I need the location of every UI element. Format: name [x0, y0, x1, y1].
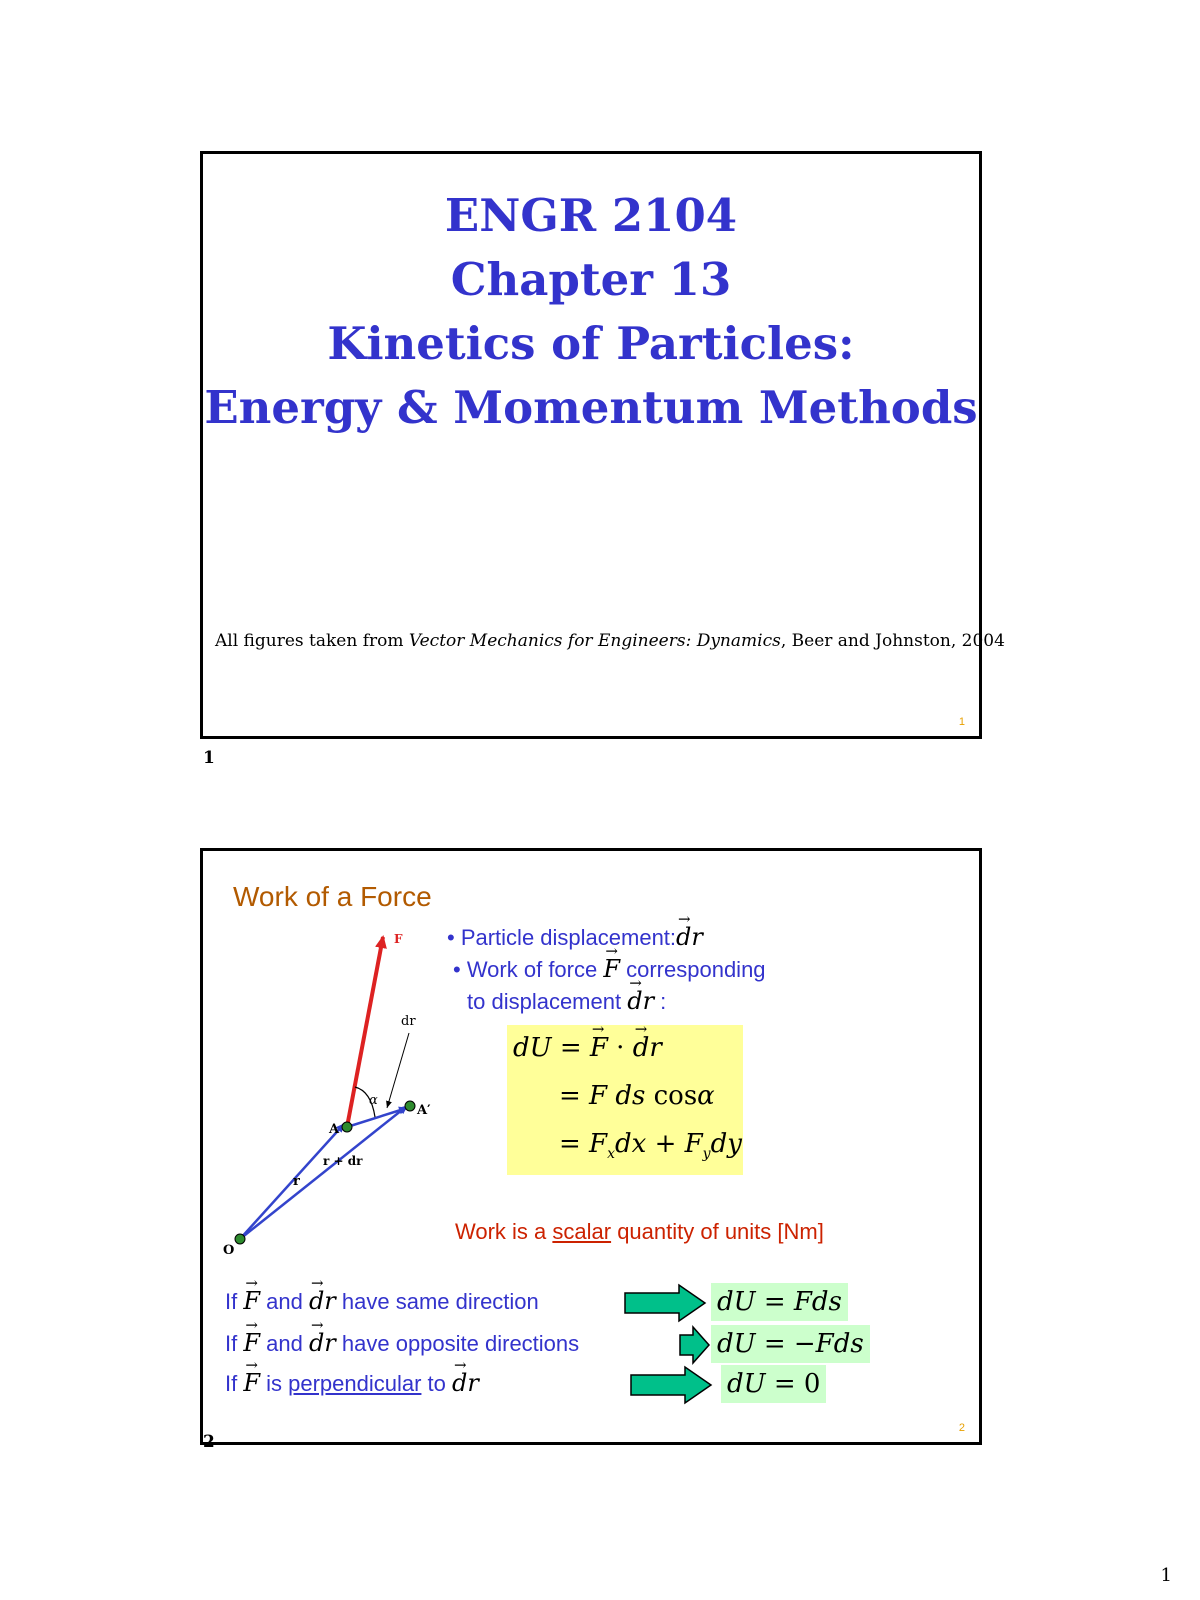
- point-A: [342, 1122, 352, 1132]
- work-equation-box: [507, 1025, 743, 1175]
- slide-1-number: 1: [958, 716, 965, 728]
- page-label-1: 1: [203, 748, 215, 768]
- bullet-work-of-force: [453, 955, 766, 983]
- cond2-F-vector: → F: [243, 1329, 260, 1357]
- eq3-b: dx + F: [615, 1129, 703, 1159]
- label-dr: dr: [401, 1014, 416, 1029]
- label-alpha: α: [369, 1093, 378, 1108]
- page-corner-number: 1: [1160, 1565, 1172, 1586]
- symbol-dr-vector: → dr: [627, 987, 654, 1015]
- label-r-plus-dr: r + dr: [323, 1154, 363, 1168]
- point-O: [235, 1234, 245, 1244]
- cond2-tail: have opposite directions: [335, 1331, 580, 1356]
- arrow-right-icon: [629, 1365, 713, 1405]
- bullet-to-displacement: [467, 987, 666, 1015]
- work-vector-diagram: [223, 921, 453, 1261]
- vector-r-plus-dr: [240, 1106, 407, 1239]
- cond1-if: If: [225, 1289, 244, 1314]
- vector-dr: [347, 1108, 407, 1127]
- figure-credit: [215, 631, 1005, 651]
- equation-line-1: [513, 1033, 662, 1063]
- condition-perpendicular: [225, 1369, 479, 1397]
- symbol-dr-vector: → dr: [676, 923, 703, 951]
- credit-prefix: All figures taken from: [215, 631, 409, 651]
- eq3-a: = F: [559, 1129, 608, 1159]
- cond3-perpendicular: perpendicular: [288, 1371, 422, 1396]
- bullet-particle-displacement: [447, 923, 703, 951]
- scalar-note: [455, 1219, 824, 1245]
- dr-leader-line: [387, 1033, 409, 1108]
- result3-b: 0: [803, 1369, 821, 1399]
- bullet-1-text: • Particle displacement:: [447, 925, 677, 950]
- eq3-sub-y: y: [702, 1146, 711, 1163]
- credit-book-title: Vector Mechanics for Engineers: Dynamics: [408, 631, 781, 651]
- eq2-main: = F ds: [559, 1081, 654, 1111]
- note-text-b: quantity of units [Nm]: [611, 1219, 824, 1244]
- eq2-cos: cos: [653, 1081, 698, 1111]
- equation-line-2: [559, 1081, 715, 1111]
- cond1-and: and: [260, 1289, 309, 1314]
- equation-line-3: [559, 1129, 742, 1162]
- vector-r: [240, 1124, 344, 1239]
- eq1-F-vector: → F: [590, 1033, 608, 1063]
- bullet-2-text-b: corresponding: [620, 957, 766, 982]
- cond2-dr-vector: → dr: [309, 1329, 336, 1357]
- cond3-to: to: [421, 1371, 453, 1396]
- arrow-right-icon: [623, 1283, 707, 1323]
- result-opposite-directions: dU = −Fds: [711, 1325, 870, 1363]
- slide-1: [200, 151, 1005, 739]
- bullet-3-text-b: :: [654, 989, 667, 1014]
- cond1-F-vector: → F: [243, 1287, 260, 1315]
- symbol-F-vector: → F: [603, 955, 620, 983]
- slide-2: [200, 848, 982, 1445]
- result-perpendicular: [721, 1365, 826, 1403]
- cond1-dr-vector: → dr: [309, 1287, 336, 1315]
- cond3-if: If: [225, 1371, 244, 1396]
- note-text-a: Work is a: [455, 1219, 553, 1244]
- eq1-dot: ·: [607, 1033, 633, 1063]
- cond1-tail: have same direction: [335, 1289, 539, 1314]
- cond3-dr-vector: → dr: [452, 1369, 479, 1397]
- label-F: F: [394, 932, 403, 946]
- label-r: r: [293, 1174, 300, 1189]
- label-A-prime: A′: [417, 1103, 431, 1118]
- bullet-2-text-a: • Work of force: [453, 957, 604, 982]
- title-line-subtopic: Energy & Momentum Methods: [204, 381, 978, 434]
- cond2-if: If: [225, 1331, 244, 1356]
- page-label-2: 2: [203, 1432, 215, 1452]
- eq1-lhs: dU =: [513, 1033, 590, 1063]
- result3-a: dU =: [727, 1369, 804, 1399]
- slide-2-heading: Work of a Force: [233, 881, 432, 912]
- bullet-3-text-a: to displacement: [467, 989, 628, 1014]
- note-scalar: scalar: [552, 1219, 612, 1244]
- eq3-c: dy: [710, 1129, 742, 1159]
- credit-suffix: , Beer and Johnston, 2004: [780, 631, 1005, 651]
- condition-same-direction: [225, 1287, 539, 1315]
- eq3-sub-x: x: [607, 1146, 615, 1163]
- cond2-and: and: [260, 1331, 309, 1356]
- title-line-course: ENGR 2104: [444, 189, 738, 242]
- eq2-alpha: α: [697, 1081, 715, 1111]
- cond3-F-vector: → F: [243, 1369, 260, 1397]
- result-same-direction: dU = Fds: [711, 1283, 848, 1321]
- slide-2-number: 2: [958, 1422, 965, 1434]
- cond3-is: is: [260, 1371, 289, 1396]
- title-line-chapter: Chapter 13: [450, 253, 732, 306]
- point-A-prime: [405, 1101, 415, 1111]
- title-line-topic: Kinetics of Particles:: [327, 317, 855, 370]
- arrow-right-icon: [679, 1325, 711, 1365]
- eq1-dr-vector: → dr: [633, 1033, 662, 1063]
- label-O: O: [223, 1243, 235, 1258]
- condition-opposite-directions: [225, 1329, 579, 1357]
- slide-1-title: [203, 184, 979, 440]
- label-A: A: [329, 1122, 340, 1137]
